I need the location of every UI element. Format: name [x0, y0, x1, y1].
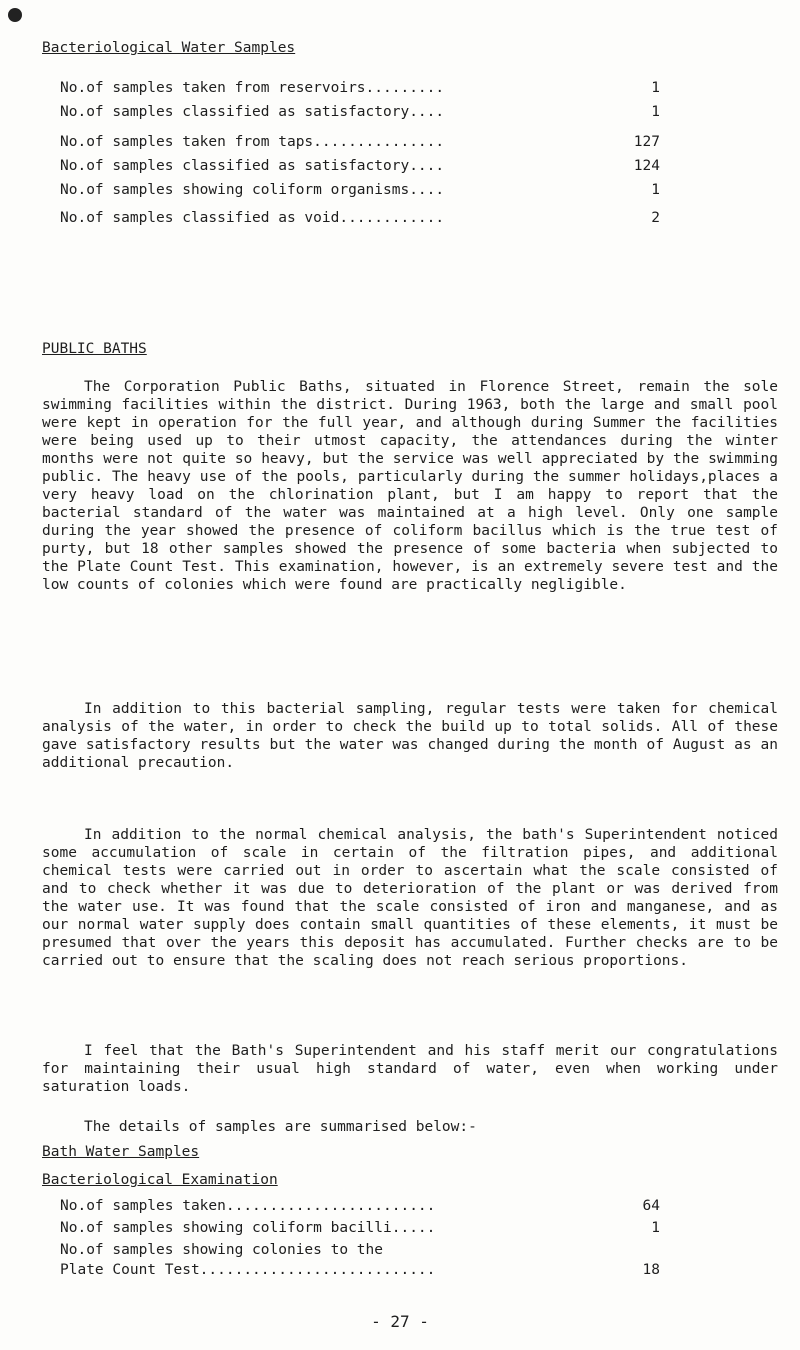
punch-hole-mark	[8, 8, 22, 22]
paragraph-public-baths: The Corporation Public Baths, situated in Florence Street, remain the sole swimming facilities within the district. During 1963, both the large and small pool were kept in operation for the full year, and although during Summer the facilities were being used up to their utmost capacity, the attendances during the winter months were not quite so heavy, but the service was well appreciated by the swimming public. The heavy use of the pools, particularly during the summer holidays,places a very heavy load on the chlorination plant, but I am happy to report that the bacterial standard of the water was maintained at a high level. Only one sample during the year showed the presence of coliform bacillus which is the true test of purty, but 18 other samples showed the presence of some bacteria when subjected to the Plate Count Test. This examination, however, is an extremely severe test and the low counts of colonies which were found are practically negligible.	[42, 379, 778, 593]
list-item	[60, 158, 660, 178]
sample-value: 18	[642, 1262, 660, 1278]
list-item	[60, 134, 660, 154]
sample-label: No.of samples showing coliform organisms....	[60, 182, 445, 198]
list-item	[60, 80, 660, 100]
sample-value: 127	[633, 134, 660, 150]
page-number: - 27 -	[371, 1312, 429, 1331]
sample-value: 1	[651, 80, 660, 96]
sample-label: Plate Count Test...........................	[60, 1262, 436, 1278]
sample-label: No.of samples taken........................	[60, 1198, 436, 1214]
sample-value: 64	[642, 1198, 660, 1214]
bath-water-samples-heading: Bath Water Samples	[42, 1144, 200, 1160]
sample-label: No.of samples taken from reservoirs.........	[60, 80, 445, 96]
paragraph-congratulations: I feel that the Bath's Superintendent and his staff merit our congratulations for maintaining their usual high standard of water, even when working under saturation loads.	[42, 1043, 778, 1095]
list-item	[60, 210, 660, 230]
sample-label: No.of samples classified as satisfactory....	[60, 104, 445, 120]
sample-label: No.of samples classified as void............	[60, 210, 445, 226]
paragraph-summary-intro: The details of samples are summarised below:-	[84, 1119, 477, 1135]
sample-label: No.of samples taken from taps...............	[60, 134, 445, 150]
sample-value: 2	[651, 210, 660, 226]
sample-value: 1	[651, 104, 660, 120]
sample-label: No.of samples showing coliform bacilli.....	[60, 1220, 436, 1236]
list-item	[60, 1242, 660, 1258]
list-item	[60, 182, 660, 202]
sample-value: 124	[633, 158, 660, 174]
sample-label: No.of samples showing colonies to the	[60, 1242, 384, 1258]
list-item	[60, 1262, 660, 1278]
paragraph-chemical-analysis: In addition to this bacterial sampling, regular tests were taken for chemical analysis of the water, in order to check the build up to total solids. All of these gave satisfactory results but the water was changed during the month of August as an additional precaution.	[42, 701, 778, 771]
paragraph-scale-accumulation: In addition to the normal chemical analysis, the bath's Superintendent noticed some accumulation of scale in certain of the filtration pipes, and additional chemical tests were carried out in order to ascertain what the scale consisted of and to check whether it was due to deterioration of the plant or was derived from the water use. It was found that the scale consisted of iron and manganese, and as our normal water supply does contain small quantities of these elements, it must be presumed that over the years this deposit has accumulated. Further checks are to be carried out to ensure that the scaling does not reach serious proportions.	[42, 827, 778, 969]
bacteriological-examination-heading: Bacteriological Examination	[42, 1172, 278, 1188]
list-item	[60, 104, 660, 124]
list-item	[60, 1198, 660, 1214]
sample-value: 1	[651, 182, 660, 198]
sample-label: No.of samples classified as satisfactory....	[60, 158, 445, 174]
section-title-public-baths: PUBLIC BATHS	[42, 341, 147, 357]
section-heading-water-samples: Bacteriological Water Samples	[42, 40, 296, 56]
list-item	[60, 1220, 660, 1236]
sample-value: 1	[651, 1220, 660, 1236]
